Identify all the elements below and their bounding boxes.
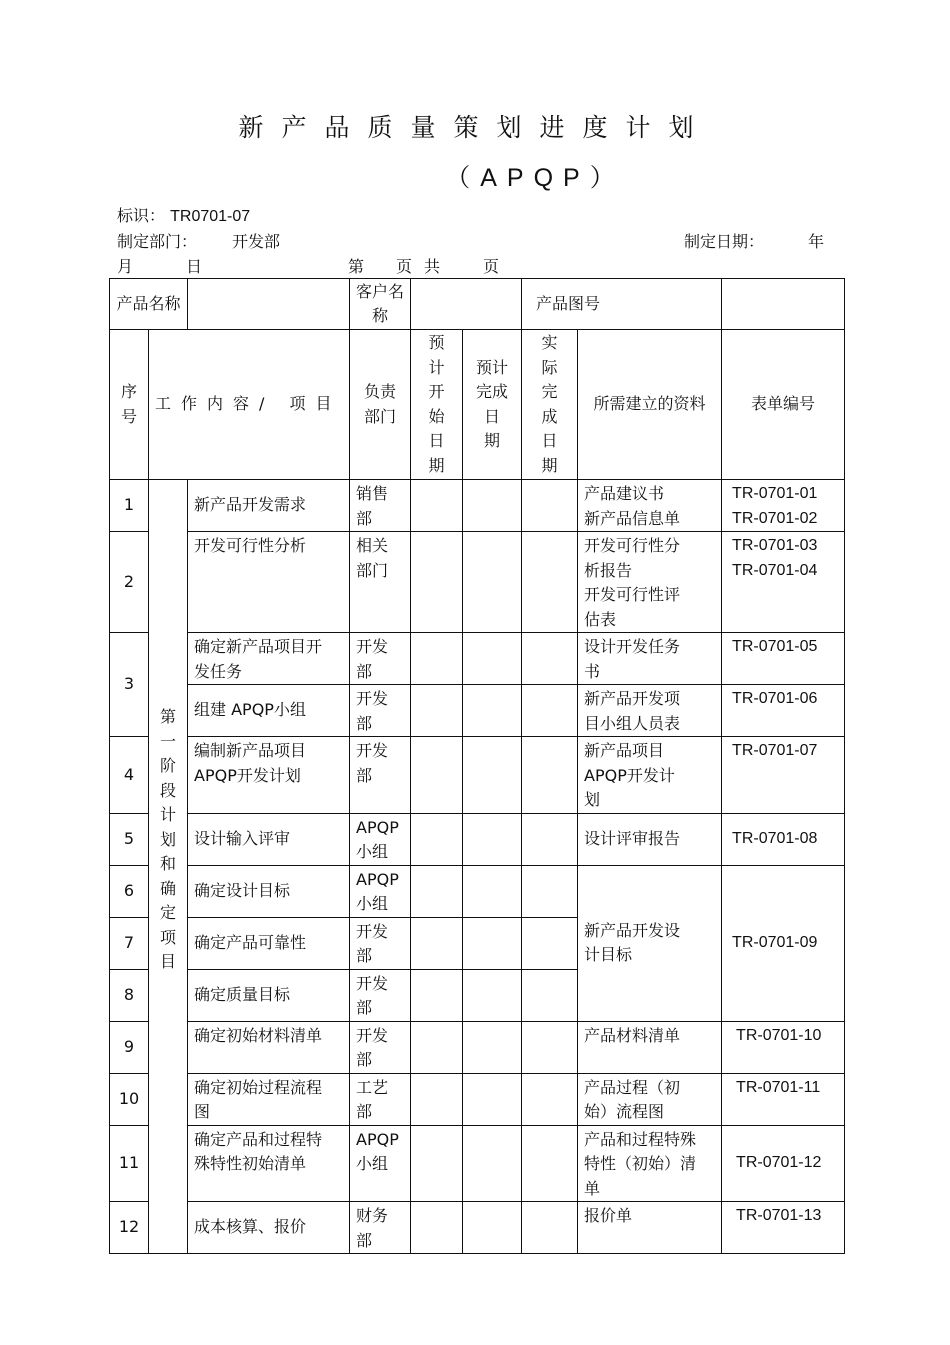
table-row [110, 737, 845, 814]
info-row [110, 279, 845, 330]
row-dept: 开发部 [356, 637, 389, 681]
col-seq: 序号 [110, 330, 149, 480]
table-row [110, 480, 845, 532]
row-dept: 开发部 [356, 689, 389, 733]
row-work: 确定产品和过程特殊特性初始清单 [194, 1129, 323, 1173]
plan-table [109, 278, 845, 1254]
row-docs: 产品材料清单 [578, 1021, 722, 1073]
row-dept: APQP小组 [356, 1129, 399, 1173]
col-plan-finish: 预计完成 日期 [463, 330, 522, 480]
row-dept: 销售部 [356, 484, 389, 528]
row-dept: 开发部 [356, 741, 389, 785]
row-forms: TR-0701-03 TR-0701-04 [722, 532, 845, 633]
row-dept: 开发部 [356, 1025, 389, 1069]
row-dept: 开发部 [356, 921, 389, 965]
row-docs: 报价单 [578, 1202, 722, 1254]
row-forms: TR-0701-08 [722, 813, 845, 865]
row-work: 确定设计目标 [188, 865, 350, 917]
row-no: 7 [110, 917, 149, 969]
product-name-label: 产品名称 [110, 279, 188, 330]
row-forms: TR-0701-11 [722, 1073, 845, 1125]
table-row [110, 1202, 845, 1254]
table-row [110, 1021, 845, 1073]
row-docs: 产品和过程特殊特性（初始）清单 [584, 1129, 697, 1198]
row-docs: 产品过程（初始）流程图 [584, 1077, 681, 1121]
page-number-label: 第 [348, 257, 365, 276]
row-forms: TR-0701-09 [722, 865, 845, 1021]
row-work: 确定新产品项目开发任务 [194, 637, 323, 681]
row-work: 新产品开发需求 [188, 480, 350, 532]
document-subtitle: （APQP） [445, 164, 625, 192]
table-row [110, 1125, 845, 1202]
product-name-field [188, 279, 350, 330]
row-work: 确定产品可靠性 [188, 917, 350, 969]
dept-label: 制定部门： [117, 232, 198, 251]
row-work: 确定初始材料清单 [194, 1025, 323, 1045]
row-dept: APQP小组 [356, 817, 399, 861]
table-row [110, 685, 845, 737]
row-docs: 新产品项目APQP开发计划 [584, 741, 675, 809]
table-row [110, 532, 845, 633]
row-no: 11 [110, 1125, 149, 1202]
row-docs: 开发可行性分析报告 开发可行性评估表 [578, 532, 722, 633]
month-label: 月 [117, 257, 134, 276]
row-no: 1 [110, 480, 149, 532]
row-dept: 财务部 [356, 1206, 389, 1250]
row-no: 4 [110, 737, 149, 814]
customer-name-label: 客户名称 [350, 279, 411, 330]
table-row [110, 813, 845, 865]
row-no: 2 [110, 532, 149, 633]
id-line [117, 203, 250, 226]
row-forms: TR-0701-06 [722, 685, 845, 737]
row-forms: TR-0701-07 [722, 737, 845, 814]
row-no: 12 [110, 1202, 149, 1254]
row-forms: TR-0701-05 [722, 633, 845, 685]
row-docs: 新产品开发项目小组人员表 [584, 689, 681, 733]
total-page-word: 页 [483, 257, 500, 276]
phase-cell: 第一阶段计划和确定项目 [149, 480, 188, 1254]
row-docs: 设计开发任务书 [584, 637, 681, 681]
col-form-no: 表单编号 [722, 330, 845, 480]
table-row [110, 865, 845, 917]
table-row [110, 1073, 845, 1125]
row-dept: 工艺部 [356, 1077, 389, 1121]
row-work: 开发可行性分析 [188, 532, 350, 633]
customer-name-field [411, 279, 522, 330]
row-docs: 产品建议书 新产品信息单 [578, 480, 722, 532]
row-forms: TR-0701-01 TR-0701-02 [722, 480, 845, 532]
row-dept: 开发部 [356, 973, 389, 1017]
row-no: 6 [110, 865, 149, 917]
col-dept: 负责部门 [350, 330, 411, 480]
column-header-row [110, 330, 845, 480]
row-forms: TR-0701-13 [722, 1202, 845, 1254]
row-dept: 相关部门 [356, 536, 389, 580]
row-work: 成本核算、报价 [188, 1202, 350, 1254]
row-work: 确定质量目标 [188, 969, 350, 1021]
document-title: 新产品质量策划进度计划 [238, 113, 712, 142]
id-value: TR0701-07 [170, 208, 251, 225]
drawing-no-field [722, 279, 845, 330]
table-row [110, 633, 845, 685]
row-no: 10 [110, 1073, 149, 1125]
row-no: 9 [110, 1021, 149, 1073]
id-label: 标识： [117, 206, 166, 225]
col-actual-finish: 实际完成日期 [522, 330, 578, 480]
row-dept: APQP小组 [356, 869, 399, 913]
row-docs: 新产品开发设计目标 [584, 920, 681, 964]
row-work: 设计输入评审 [188, 813, 350, 865]
row-no: 5 [110, 813, 149, 865]
row-forms: TR-0701-12 [722, 1125, 845, 1202]
day-label: 日 [186, 257, 203, 276]
year-label: 年 [808, 232, 825, 251]
total-word: 共 [424, 257, 441, 276]
col-materials: 所需建立的资料 [578, 330, 722, 480]
row-no: 8 [110, 969, 149, 1021]
drawing-no-label: 产品图号 [522, 279, 722, 330]
row-docs: 设计评审报告 [578, 813, 722, 865]
col-work: 工作内容/ 项目 [149, 330, 350, 480]
row-work: 组建 APQP小组 [188, 685, 350, 737]
page-word: 页 [396, 257, 413, 276]
dept-value: 开发部 [232, 232, 281, 251]
row-no: 3 [110, 633, 149, 737]
row-forms: TR-0701-10 [722, 1021, 845, 1073]
row-work: 编制新产品项目APQP开发计划 [194, 741, 307, 785]
date-label: 制定日期： [684, 232, 765, 251]
row-work: 确定初始过程流程图 [194, 1077, 323, 1121]
col-plan-start: 预计开始日期 [411, 330, 463, 480]
